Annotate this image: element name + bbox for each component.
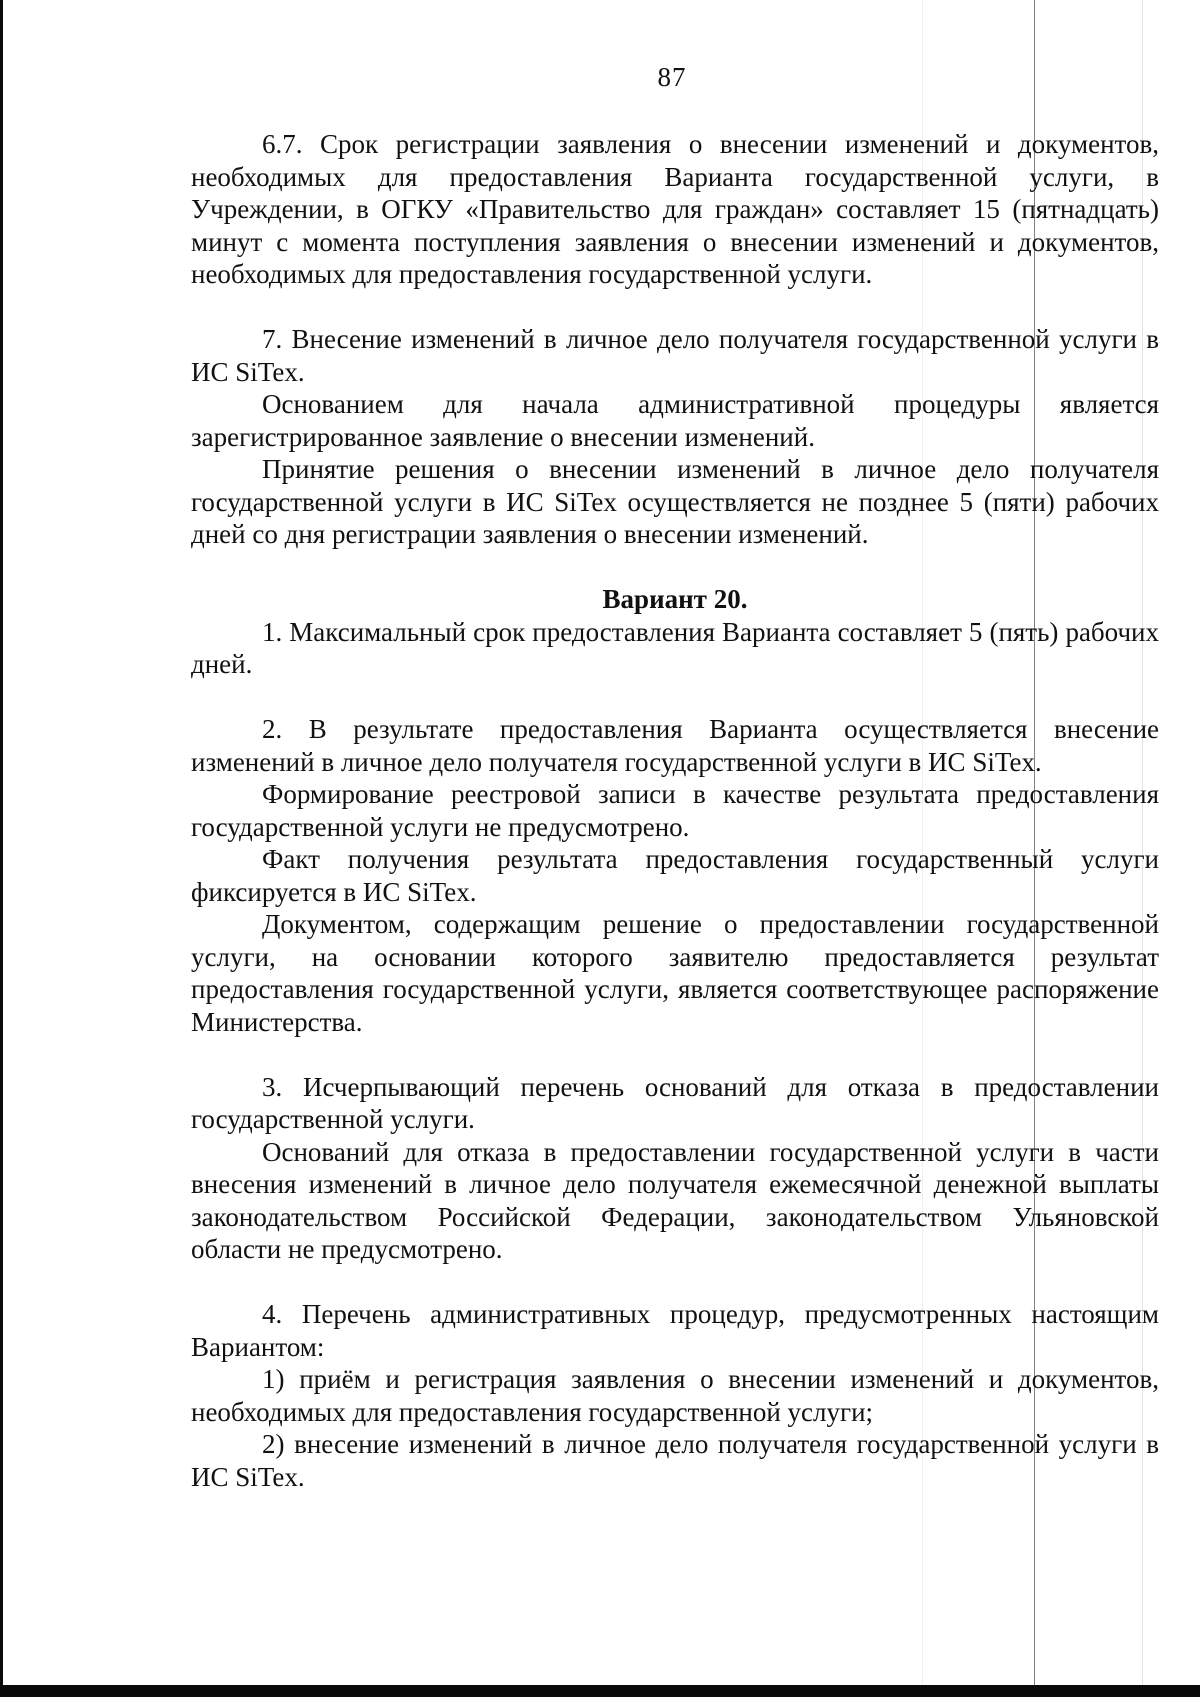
paragraph: Принятие решения о внесении изменений в личное дело получателя государственной услуги в ИС SiTex осуществляется не позднее 5 (пяти) рабочих дней со дня регистрации заявления о внесении изменений. [191, 454, 1159, 549]
paragraph: 1. Максимальный срок предоставления Варианта составляет 5 (пять) рабочих дней. [191, 616, 1159, 679]
paragraph: Факт получения результата предоставления государственный услуги фиксируется в ИС SiTex. [191, 844, 1159, 907]
section-heading: Вариант 20. [602, 584, 748, 614]
paragraph: 3. Исчерпывающий перечень оснований для отказа в предоставлении государственной услуги. [191, 1071, 1159, 1134]
paragraph: 1) приём и регистрация заявления о внесении изменений и документов, необходимых для предоставления государственной услуги; [191, 1364, 1159, 1427]
paragraph-gap [191, 1038, 1159, 1071]
paragraph: 2) внесение изменений в личное дело получателя государственной услуги в ИС SiTex. [191, 1429, 1159, 1492]
paragraph: 2. В результате предоставления Варианта осуществляется внесение изменений в личное дело получателя государственной услуги в ИС SiTex. [191, 714, 1159, 777]
paragraph: Документом, содержащим решение о предоставлении государственной услуги, на основании которого заявителю предоставляется результат предоставления государственной услуги, является соответствующее распоряжение Министерства. [191, 909, 1159, 1037]
paragraph-gap [191, 681, 1159, 714]
document-body [191, 128, 1159, 1493]
paragraph: 6.7. Срок регистрации заявления о внесении изменений и документов, необходимых для предоставления Варианта государственной услуги, в Учреждении, в ОГКУ «Правительство для граждан» составляет 15 (пятнадцать) минут с момента поступления заявления о внесении изменений и документов, необходимых для предоставления государственной услуги. [191, 129, 1159, 289]
scan-border-left [0, 0, 3, 1697]
paragraph: Основанием для начала административной процедуры является зарегистрированное заявление о внесении изменений. [191, 389, 1159, 452]
page-number: 87 [657, 62, 687, 92]
paragraph: Формирование реестровой записи в качестве результата предоставления государственной услуги не предусмотрено. [191, 779, 1159, 842]
paragraph-gap [191, 551, 1159, 584]
paragraph: Оснований для отказа в предоставлении государственной услуги в части внесения изменений в личное дело получателя ежемесячной денежной выплаты законодательством Российской Федерации, законодательством Ульяновской области не предусмотрено. [191, 1136, 1159, 1264]
paragraph: 4. Перечень административных процедур, предусмотренных настоящим Вариантом: [191, 1299, 1159, 1362]
paragraph-gap [191, 1266, 1159, 1299]
scan-border-bottom [0, 1685, 1200, 1697]
paragraph: 7. Внесение изменений в личное дело получателя государственной услуги в ИС SiTex. [191, 324, 1159, 387]
paragraph-gap [191, 291, 1159, 324]
